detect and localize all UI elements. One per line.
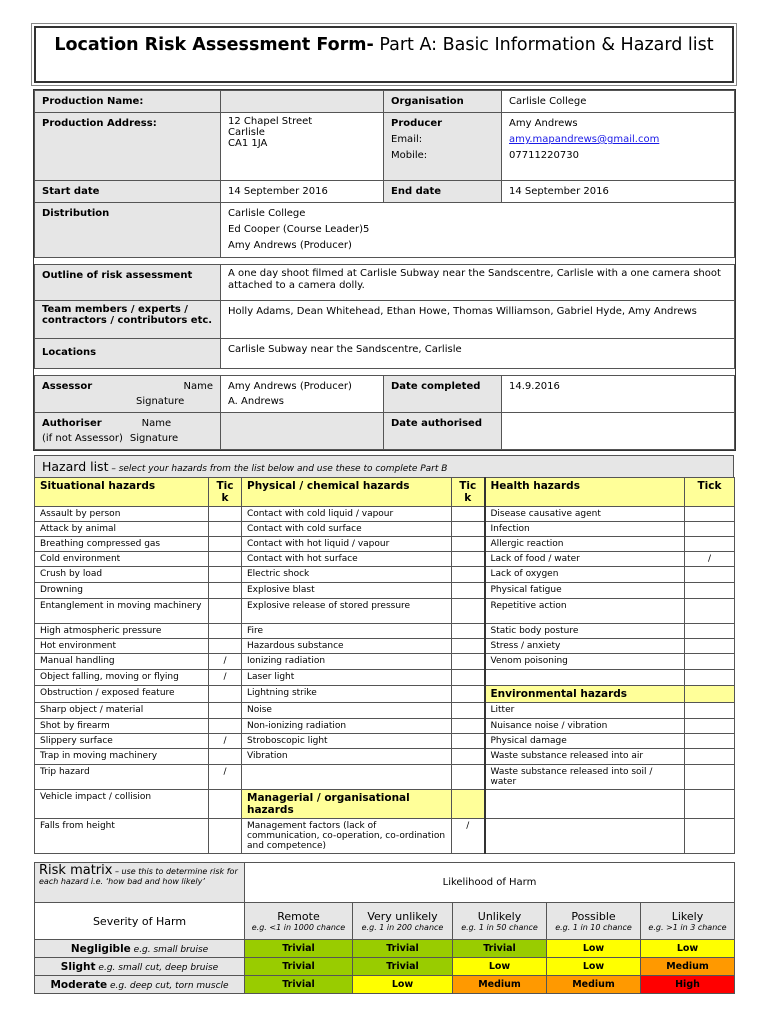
situational-hazard: Slippery surface bbox=[35, 734, 209, 749]
risk-level-cell: Medium bbox=[547, 976, 641, 994]
organisation-value[interactable]: Carlisle College bbox=[502, 91, 735, 113]
situational-hazard: Object falling, moving or flying bbox=[35, 670, 209, 686]
physical-tick[interactable]: / bbox=[452, 819, 485, 854]
health-hazard: Lack of oxygen bbox=[485, 567, 685, 583]
situational-tick[interactable] bbox=[209, 749, 242, 765]
likelihood-label: Unlikely bbox=[477, 909, 522, 923]
form-title-rest: Part A: Basic Information & Hazard list bbox=[373, 35, 714, 55]
physical-tick[interactable] bbox=[452, 583, 485, 599]
situational-tick[interactable] bbox=[209, 522, 242, 537]
hazard-row bbox=[35, 507, 735, 522]
physical-tick[interactable] bbox=[452, 654, 485, 670]
likelihood-column-header bbox=[245, 903, 353, 940]
producer-values bbox=[502, 113, 735, 181]
locations-label: Locations bbox=[35, 339, 221, 369]
situational-hazards-header: Situational hazards bbox=[35, 478, 209, 507]
organisation-label: Organisation bbox=[384, 91, 502, 113]
physical-hazard: Non-ionizing radiation bbox=[242, 719, 452, 734]
physical-hazard: Ionizing radiation bbox=[242, 654, 452, 670]
team-value[interactable]: Holly Adams, Dean Whitehead, Ethan Howe, Thomas Williamson, Gabriel Hyde, Amy Andrews bbox=[221, 301, 735, 339]
risk-level-cell: Trivial bbox=[245, 958, 353, 976]
physical-hazard: Laser light bbox=[242, 670, 452, 686]
assessor-label: Assessor bbox=[42, 381, 93, 392]
situational-hazard: Attack by animal bbox=[35, 522, 209, 537]
situational-hazard: Drowning bbox=[35, 583, 209, 599]
tick-header: Tick bbox=[685, 478, 735, 507]
form-title bbox=[34, 26, 734, 83]
health-hazard: Waste substance released into air bbox=[485, 749, 685, 765]
risk-level-cell: Low bbox=[547, 940, 641, 958]
producer-name[interactable]: Amy Andrews bbox=[509, 118, 578, 129]
situational-tick[interactable] bbox=[209, 552, 242, 567]
situational-hazard: Assault by person bbox=[35, 507, 209, 522]
health-tick[interactable] bbox=[685, 639, 735, 654]
situational-hazard: Hot environment bbox=[35, 639, 209, 654]
health-tick[interactable] bbox=[685, 749, 735, 765]
spacer bbox=[35, 369, 735, 376]
likelihood-column-header bbox=[547, 903, 641, 940]
assessor-labels bbox=[35, 376, 221, 413]
hazard-row bbox=[35, 599, 735, 624]
situational-tick[interactable] bbox=[209, 790, 242, 819]
risk-level-cell: Low bbox=[353, 976, 453, 994]
outline-label: Outline of risk assessment bbox=[35, 265, 221, 301]
hazard-row bbox=[35, 552, 735, 567]
producer-label: Producer bbox=[391, 118, 443, 129]
physical-hazard: Electric shock bbox=[242, 567, 452, 583]
severity-row-header bbox=[35, 940, 245, 958]
physical-tick[interactable] bbox=[452, 639, 485, 654]
address-line: CA1 1JA bbox=[228, 138, 268, 149]
severity-row-header bbox=[35, 958, 245, 976]
health-hazard bbox=[485, 819, 685, 854]
health-hazard: Infection bbox=[485, 522, 685, 537]
locations-value[interactable]: Carlisle Subway near the Sandscentre, Carlisle bbox=[221, 339, 735, 369]
date-completed-value[interactable]: 14.9.2016 bbox=[502, 376, 735, 413]
start-date-label: Start date bbox=[35, 181, 221, 203]
production-address-label: Production Address: bbox=[35, 113, 221, 181]
situational-tick[interactable] bbox=[209, 819, 242, 854]
situational-hazard: Trip hazard bbox=[35, 765, 209, 790]
severity-label: Negligible bbox=[70, 942, 131, 955]
risk-level-cell: Trivial bbox=[245, 976, 353, 994]
physical-hazard: Contact with hot surface bbox=[242, 552, 452, 567]
hazard-table bbox=[34, 477, 735, 854]
likelihood-column-header bbox=[453, 903, 547, 940]
hazard-row bbox=[35, 624, 735, 639]
environmental-hazards-header: Environmental hazards bbox=[485, 686, 685, 703]
risk-level-cell: Trivial bbox=[453, 940, 547, 958]
situational-hazard: Sharp object / material bbox=[35, 703, 209, 719]
health-hazard: Physical damage bbox=[485, 734, 685, 749]
tick-header: Tic k bbox=[452, 478, 485, 507]
physical-hazard: Hazardous substance bbox=[242, 639, 452, 654]
severity-header: Severity of Harm bbox=[35, 903, 245, 940]
distribution-item: Amy Andrews (Producer) bbox=[228, 240, 352, 251]
likelihood-label: Very unlikely bbox=[367, 909, 438, 923]
hazard-row bbox=[35, 749, 735, 765]
health-hazard: Allergic reaction bbox=[485, 537, 685, 552]
likelihood-example: e.g. 1 in 50 chance bbox=[461, 922, 538, 932]
severity-example: e.g. deep cut, torn muscle bbox=[107, 980, 229, 991]
producer-mobile[interactable]: 07711220730 bbox=[509, 150, 579, 161]
hazard-row bbox=[35, 654, 735, 670]
situational-tick[interactable] bbox=[209, 703, 242, 719]
team-label: Team members / experts / contractors / contributors etc. bbox=[35, 301, 221, 339]
likelihood-column-header bbox=[353, 903, 453, 940]
hazard-row bbox=[35, 734, 735, 749]
physical-hazard: Contact with hot liquid / vapour bbox=[242, 537, 452, 552]
authoriser-labels bbox=[35, 413, 221, 450]
physical-tick[interactable] bbox=[452, 599, 485, 624]
physical-tick[interactable] bbox=[452, 567, 485, 583]
situational-tick[interactable]: / bbox=[209, 654, 242, 670]
physical-hazard: Contact with cold surface bbox=[242, 522, 452, 537]
likelihood-label: Likely bbox=[671, 909, 704, 923]
likelihood-column-header bbox=[641, 903, 735, 940]
physical-tick[interactable] bbox=[452, 522, 485, 537]
situational-tick[interactable] bbox=[209, 624, 242, 639]
health-tick[interactable] bbox=[685, 734, 735, 749]
hazard-list-subtitle: – select your hazards from the list below and use these to complete Part B bbox=[108, 464, 448, 474]
health-tick[interactable] bbox=[685, 703, 735, 719]
risk-level-cell: High bbox=[641, 976, 735, 994]
situational-tick[interactable] bbox=[209, 583, 242, 599]
physical-tick[interactable] bbox=[452, 552, 485, 567]
address-line: 12 Chapel Street bbox=[228, 116, 313, 127]
address-line: Carlisle bbox=[228, 127, 265, 138]
physical-tick[interactable] bbox=[452, 686, 485, 703]
risk-matrix-subtitle: – use this to determine risk for each hazard i.e. ‘how bad and how likely’ bbox=[39, 867, 238, 886]
risk-level-cell: Low bbox=[453, 958, 547, 976]
health-tick[interactable]: / bbox=[685, 552, 735, 567]
health-tick[interactable] bbox=[685, 819, 735, 854]
situational-hazard: Breathing compressed gas bbox=[35, 537, 209, 552]
start-date-value[interactable]: 14 September 2016 bbox=[221, 181, 384, 203]
physical-hazard: Noise bbox=[242, 703, 452, 719]
risk-matrix-title bbox=[35, 863, 245, 903]
situational-tick[interactable]: / bbox=[209, 765, 242, 790]
authoriser-name-label: Name bbox=[141, 418, 172, 429]
assessor-values bbox=[221, 376, 384, 413]
situational-tick[interactable] bbox=[209, 719, 242, 734]
health-tick[interactable] bbox=[685, 654, 735, 670]
outline-value[interactable]: A one day shoot filmed at Carlisle Subway near the Sandscentre, Carlisle with a one camera shoot attached to a camera dolly. bbox=[221, 265, 735, 301]
production-name-value[interactable] bbox=[221, 91, 384, 113]
hazard-row bbox=[35, 719, 735, 734]
risk-level-cell: Medium bbox=[641, 958, 735, 976]
situational-tick[interactable]: / bbox=[209, 734, 242, 749]
health-tick[interactable] bbox=[685, 522, 735, 537]
health-hazard: Lack of food / water bbox=[485, 552, 685, 567]
severity-example: e.g. small bruise bbox=[130, 944, 209, 955]
risk-level-cell: Trivial bbox=[353, 940, 453, 958]
health-tick[interactable] bbox=[685, 507, 735, 522]
physical-hazard: Contact with cold liquid / vapour bbox=[242, 507, 452, 522]
health-tick[interactable] bbox=[685, 537, 735, 552]
health-tick[interactable] bbox=[685, 583, 735, 599]
health-tick[interactable] bbox=[685, 670, 735, 686]
distribution-label: Distribution bbox=[35, 203, 221, 258]
authoriser-values[interactable] bbox=[221, 413, 384, 450]
hazard-row bbox=[35, 686, 735, 703]
hazard-row bbox=[35, 583, 735, 599]
situational-hazard: Entanglement in moving machinery bbox=[35, 599, 209, 624]
managerial-hazards-header: Managerial / organisational hazards bbox=[242, 790, 452, 819]
physical-tick[interactable] bbox=[452, 765, 485, 790]
situational-hazard: Cold environment bbox=[35, 552, 209, 567]
hazard-row bbox=[35, 819, 735, 854]
hazard-row bbox=[35, 522, 735, 537]
likelihood-example: e.g. >1 in 3 chance bbox=[648, 922, 727, 932]
end-date-label: End date bbox=[384, 181, 502, 203]
likelihood-example: e.g. 1 in 10 chance bbox=[555, 922, 632, 932]
hazard-row bbox=[35, 639, 735, 654]
severity-row bbox=[35, 940, 735, 958]
physical-hazard: Management factors (lack of communication, co-operation, co-ordination and competence) bbox=[242, 819, 452, 854]
physical-tick[interactable] bbox=[452, 790, 485, 819]
situational-tick[interactable] bbox=[209, 639, 242, 654]
physical-hazard bbox=[242, 765, 452, 790]
risk-matrix-heading: Risk matrix bbox=[39, 863, 113, 878]
physical-tick[interactable] bbox=[452, 703, 485, 719]
assessor-name-label: Name bbox=[183, 381, 213, 392]
likelihood-example: e.g. 1 in 200 chance bbox=[361, 922, 444, 932]
severity-label: Moderate bbox=[50, 978, 108, 991]
situational-tick[interactable] bbox=[209, 537, 242, 552]
mobile-label: Mobile: bbox=[391, 150, 428, 161]
health-hazard: Disease causative agent bbox=[485, 507, 685, 522]
form-title-bold: Location Risk Assessment Form- bbox=[54, 35, 374, 55]
physical-tick[interactable] bbox=[452, 624, 485, 639]
distribution-item: Ed Cooper (Course Leader)5 bbox=[228, 224, 370, 235]
risk-level-cell: Low bbox=[547, 958, 641, 976]
physical-hazard: Stroboscopic light bbox=[242, 734, 452, 749]
physical-tick[interactable] bbox=[452, 719, 485, 734]
situational-hazard: Manual handling bbox=[35, 654, 209, 670]
situational-tick[interactable]: / bbox=[209, 670, 242, 686]
health-tick[interactable] bbox=[685, 624, 735, 639]
tick-header: Tic k bbox=[209, 478, 242, 507]
health-tick[interactable] bbox=[685, 719, 735, 734]
situational-hazard: Vehicle impact / collision bbox=[35, 790, 209, 819]
health-hazard: Nuisance noise / vibration bbox=[485, 719, 685, 734]
physical-tick[interactable] bbox=[452, 537, 485, 552]
hazard-row bbox=[35, 765, 735, 790]
assessor-name[interactable]: Amy Andrews (Producer) bbox=[228, 381, 352, 392]
situational-hazard: High atmospheric pressure bbox=[35, 624, 209, 639]
date-authorised-label: Date authorised bbox=[384, 413, 502, 450]
health-tick[interactable] bbox=[685, 686, 735, 703]
date-completed-label: Date completed bbox=[384, 376, 502, 413]
physical-hazard: Explosive blast bbox=[242, 583, 452, 599]
health-tick[interactable] bbox=[685, 790, 735, 819]
assessor-signature-label: Signature bbox=[136, 396, 185, 407]
physical-hazard: Lightning strike bbox=[242, 686, 452, 703]
health-hazard: Venom poisoning bbox=[485, 654, 685, 670]
health-hazard: Stress / anxiety bbox=[485, 639, 685, 654]
health-hazard: Waste substance released into soil / water bbox=[485, 765, 685, 790]
situational-hazard: Obstruction / exposed feature bbox=[35, 686, 209, 703]
risk-matrix-table bbox=[34, 862, 735, 994]
distribution-item: Carlisle College bbox=[228, 208, 306, 219]
health-tick[interactable] bbox=[685, 567, 735, 583]
situational-tick[interactable] bbox=[209, 599, 242, 624]
situational-hazard: Falls from height bbox=[35, 819, 209, 854]
situational-tick[interactable] bbox=[209, 567, 242, 583]
distribution-value[interactable] bbox=[221, 203, 735, 258]
situational-tick[interactable] bbox=[209, 507, 242, 522]
situational-tick[interactable] bbox=[209, 686, 242, 703]
authoriser-note: (if not Assessor) bbox=[42, 433, 123, 444]
risk-level-cell: Trivial bbox=[245, 940, 353, 958]
health-hazards-header: Health hazards bbox=[485, 478, 685, 507]
production-address-value[interactable] bbox=[221, 113, 384, 181]
hazard-list-heading: Hazard list bbox=[42, 459, 109, 474]
situational-hazard: Trap in moving machinery bbox=[35, 749, 209, 765]
hazard-list-title bbox=[34, 455, 734, 477]
end-date-value[interactable]: 14 September 2016 bbox=[502, 181, 735, 203]
likelihood-label: Possible bbox=[571, 909, 616, 923]
physical-hazard: Explosive release of stored pressure bbox=[242, 599, 452, 624]
physical-hazard: Vibration bbox=[242, 749, 452, 765]
assessor-signature[interactable]: A. Andrews bbox=[228, 396, 284, 407]
hazard-row bbox=[35, 703, 735, 719]
basic-information-table bbox=[34, 90, 735, 450]
health-hazard: Physical fatigue bbox=[485, 583, 685, 599]
likelihood-header: Likelihood of Harm bbox=[245, 863, 735, 903]
situational-hazard: Crush by load bbox=[35, 567, 209, 583]
severity-row bbox=[35, 958, 735, 976]
production-name-label: Production Name: bbox=[35, 91, 221, 113]
risk-level-cell: Low bbox=[641, 940, 735, 958]
risk-level-cell: Medium bbox=[453, 976, 547, 994]
health-hazard bbox=[485, 790, 685, 819]
hazard-row bbox=[35, 567, 735, 583]
severity-row bbox=[35, 976, 735, 994]
physical-tick[interactable] bbox=[452, 734, 485, 749]
hazard-row bbox=[35, 670, 735, 686]
physical-tick[interactable] bbox=[452, 507, 485, 522]
health-tick[interactable] bbox=[685, 765, 735, 790]
email-label: Email: bbox=[391, 134, 423, 145]
authoriser-signature-label: Signature bbox=[129, 433, 179, 444]
producer-email-link[interactable]: amy.mapandrews@gmail.com bbox=[509, 134, 660, 145]
health-hazard: Static body posture bbox=[485, 624, 685, 639]
health-hazard bbox=[485, 670, 685, 686]
physical-tick[interactable] bbox=[452, 749, 485, 765]
authoriser-label: Authoriser bbox=[42, 418, 102, 429]
situational-hazard: Shot by firearm bbox=[35, 719, 209, 734]
hazard-row bbox=[35, 537, 735, 552]
producer-labels bbox=[384, 113, 502, 181]
likelihood-example: e.g. <1 in 1000 chance bbox=[251, 922, 346, 932]
physical-tick[interactable] bbox=[452, 670, 485, 686]
risk-level-cell: Trivial bbox=[353, 958, 453, 976]
physical-chemical-hazards-header: Physical / chemical hazards bbox=[242, 478, 452, 507]
likelihood-label: Remote bbox=[277, 909, 320, 923]
health-tick[interactable] bbox=[685, 599, 735, 624]
severity-label: Slight bbox=[60, 960, 96, 973]
physical-hazard: Fire bbox=[242, 624, 452, 639]
hazard-row bbox=[35, 790, 735, 819]
date-authorised-value[interactable] bbox=[502, 413, 735, 450]
severity-row-header bbox=[35, 976, 245, 994]
health-hazard: Repetitive action bbox=[485, 599, 685, 624]
severity-example: e.g. small cut, deep bruise bbox=[95, 962, 219, 973]
spacer bbox=[35, 258, 735, 265]
health-hazard: Litter bbox=[485, 703, 685, 719]
